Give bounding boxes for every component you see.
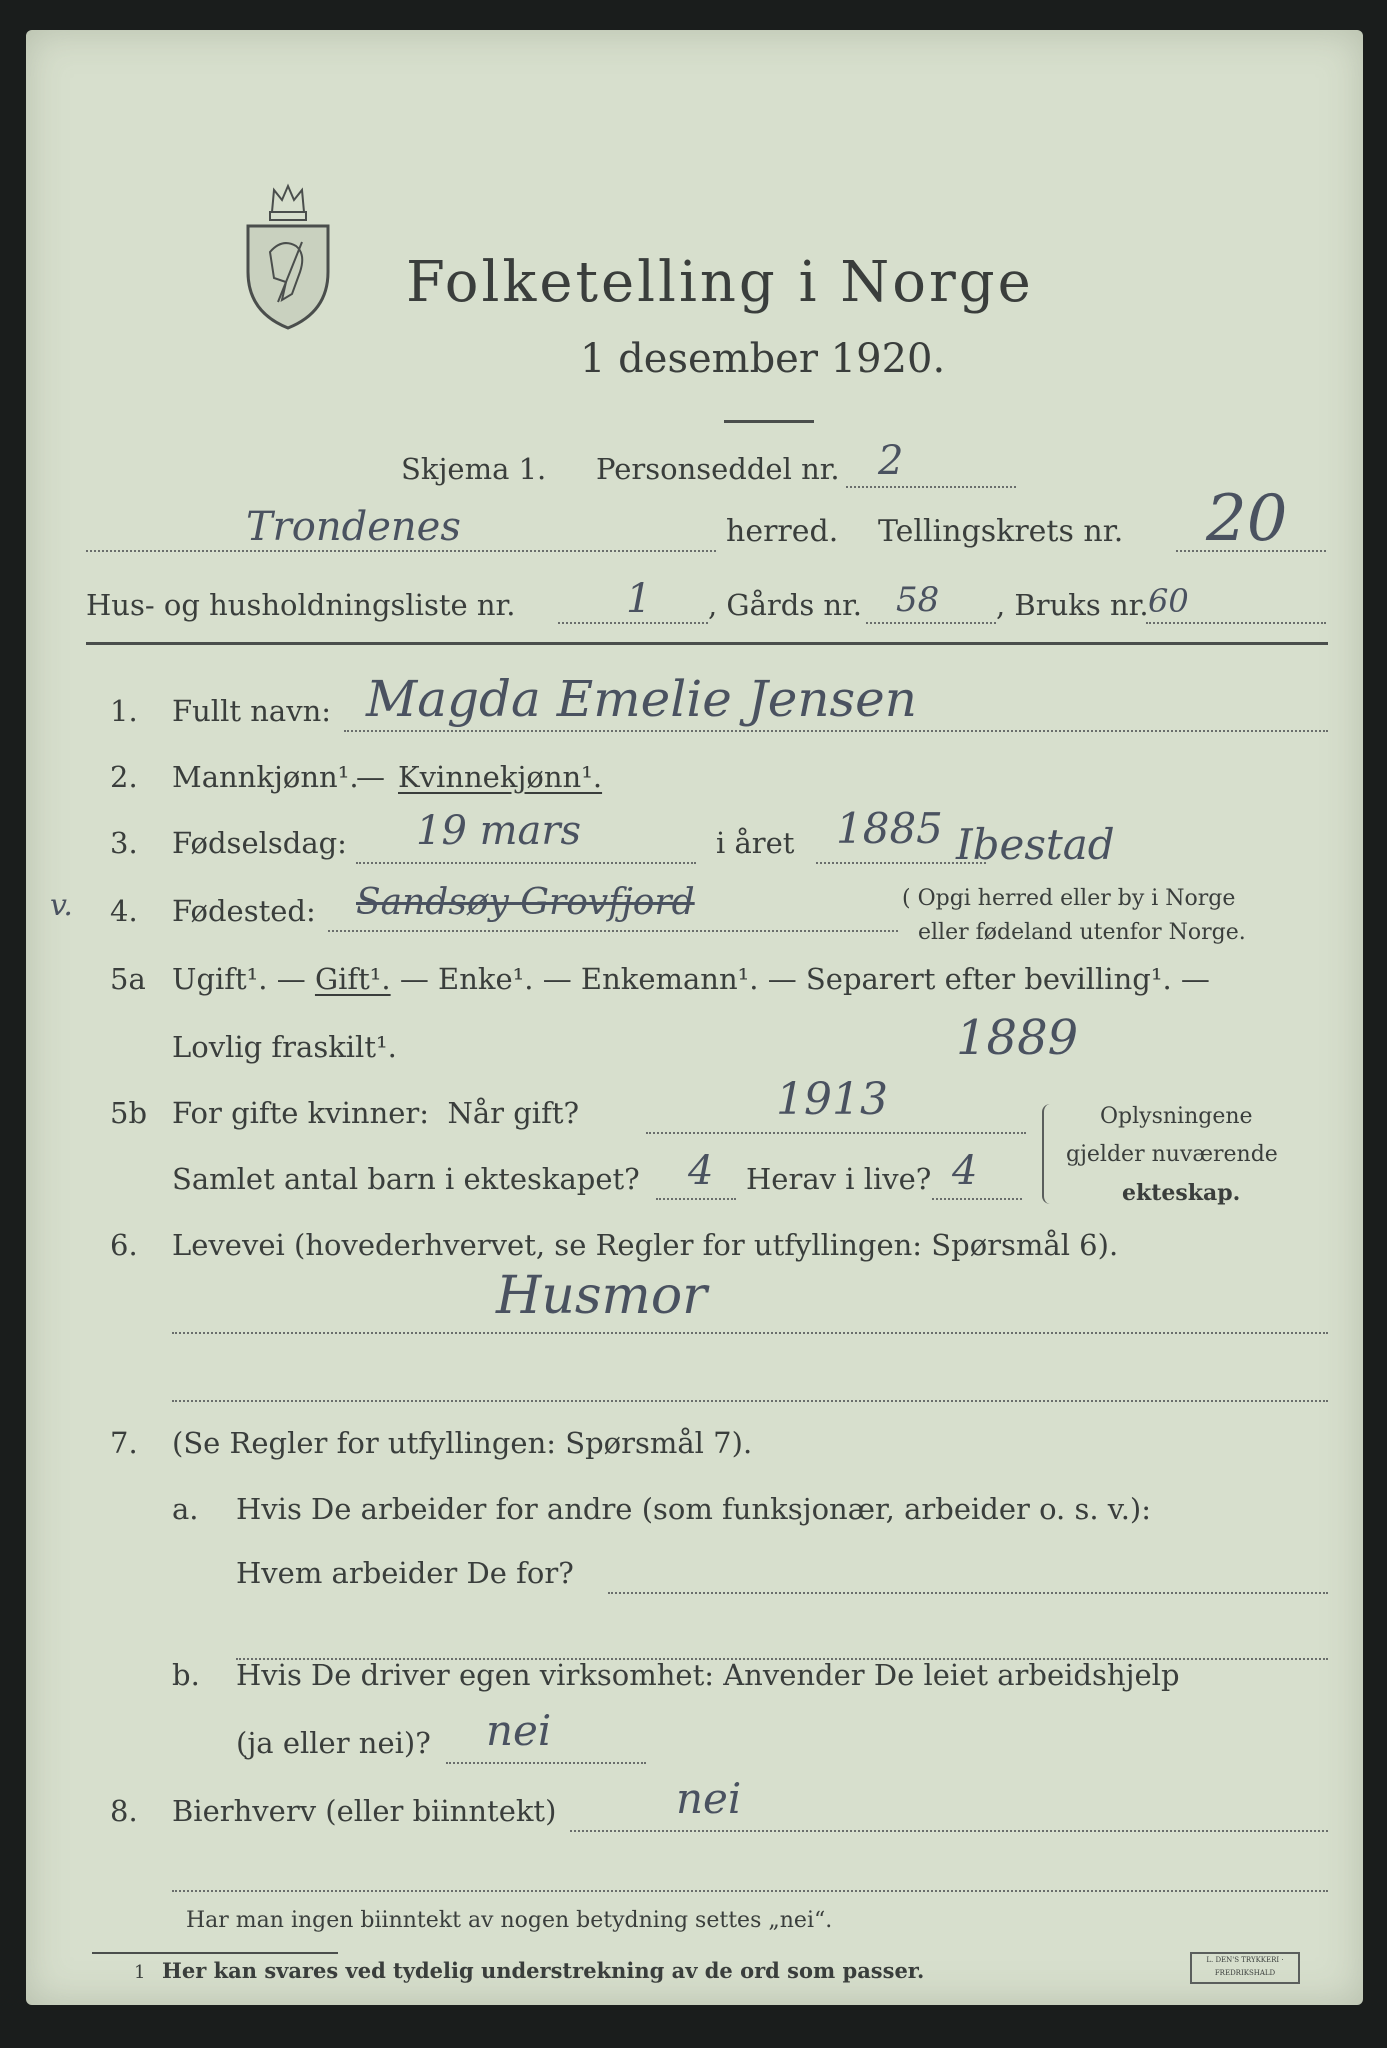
female-option-underlined: Kvinnekjønn¹. (398, 760, 603, 794)
marriage-date-value: 1913 (776, 1074, 888, 1125)
q7b-question: (ja eller nei)? (236, 1726, 431, 1760)
alive-count-value: 4 (952, 1148, 978, 1194)
q7-number: 7. (110, 1426, 138, 1460)
birthplace-hint-2: eller fødeland utenfor Norge. (918, 920, 1246, 945)
birthplace-value-struck: Sandsøy Grovfjord (356, 882, 695, 923)
husliste-value: 1 (626, 576, 652, 622)
hired-help-value: nei (486, 1706, 552, 1755)
side-income-value: nei (676, 1774, 742, 1823)
occupation-value: Husmor (496, 1266, 707, 1326)
form-date: 1 desember 1920. (580, 336, 946, 382)
q7-label: (Se Regler for utfyllingen: Spørsmål 7). (172, 1426, 753, 1460)
q1-label: Fullt navn: (172, 694, 332, 728)
q7a-text: Hvis De arbeider for andre (som funksjonær, arbeider o. s. v.): (236, 1492, 1152, 1526)
q5a-number: 5a (110, 962, 146, 996)
herred-value: Trondenes (246, 504, 461, 550)
title-divider (724, 420, 814, 423)
footer-note: Har man ingen biinntekt av nogen betydning settes „nei“. (186, 1908, 833, 1933)
q2-number: 2. (110, 760, 138, 794)
husliste-label: Hus- og husholdningsliste nr. (86, 588, 516, 622)
birth-date-value: 19 mars (416, 808, 582, 854)
birth-year-value: 1885 (836, 804, 943, 853)
unmarried-option: Ugift¹. — (172, 962, 315, 996)
q3-label: Fødselsdag: (172, 826, 347, 860)
gards-label: , Gårds nr. (708, 588, 862, 622)
bruks-label: , Bruks nr. (996, 588, 1149, 622)
skjema-label: Skjema 1. (401, 452, 547, 486)
birth-place-correction: Ibestad (956, 820, 1115, 869)
q6-number: 6. (110, 1228, 138, 1262)
norway-coat-of-arms-icon (242, 182, 334, 330)
q7b-number: b. (172, 1658, 200, 1692)
footnote-text: Her kan svares ved tydelig understrekning av de ord som passer. (162, 1958, 925, 1983)
gards-value: 58 (896, 580, 940, 620)
alive-label: Herav i live? (746, 1162, 932, 1196)
q2-separator: — (356, 760, 385, 794)
q8-label: Bierhverv (eller biinntekt) (172, 1794, 557, 1828)
form-title: Folketelling i Norge (406, 250, 1034, 315)
q7a-question: Hvem arbeider De for? (236, 1556, 574, 1590)
male-option: Mannkjønn¹. (172, 760, 359, 794)
note-line-2: gjelder nuværende (1066, 1142, 1278, 1167)
full-name-value: Magda Emelie Jensen (366, 670, 917, 728)
divorced-option: Lovlig fraskilt¹. (172, 1030, 397, 1064)
footnote-number: 1 (134, 1962, 146, 1983)
year-label: i året (716, 826, 795, 860)
q6-label: Levevei (hovederhvervet, se Regler for utfyllingen: Spørsmål 6). (172, 1228, 1119, 1262)
q1-number: 1. (110, 694, 138, 728)
married-option-underlined: Gift¹. (314, 962, 391, 996)
tellingskrets-label: Tellingskrets nr. (878, 514, 1124, 549)
q4-label: Fødested: (172, 894, 316, 928)
other-marital-options: — Enke¹. — Enkemann¹. — Separert efter bevilling¹. — (390, 962, 1210, 996)
note-line-1: Oplysningene (1100, 1104, 1253, 1129)
marriage-year-note: 1889 (956, 1010, 1079, 1066)
note-bracket (1042, 1104, 1052, 1204)
note-line-3: ekteskap. (1122, 1180, 1241, 1206)
margin-mark: v. (50, 888, 73, 923)
q5b-label: For gifte kvinner: Når gift? (172, 1096, 580, 1130)
q4-number: 4. (110, 894, 138, 928)
tellingskrets-value: 20 (1206, 482, 1288, 556)
q3-number: 3. (110, 826, 138, 860)
header-rule (86, 642, 1328, 645)
herred-label: herred. (726, 514, 839, 549)
q7a-number: a. (172, 1492, 199, 1526)
children-count-value: 4 (688, 1148, 714, 1194)
children-label: Samlet antal barn i ekteskapet? (172, 1162, 640, 1196)
bruks-value: 60 (1148, 582, 1189, 620)
personseddel-value: 2 (878, 438, 904, 484)
q7b-text: Hvis De driver egen virksomhet: Anvender De leiet arbeidshjelp (236, 1658, 1180, 1692)
personseddel-label: Personseddel nr. (596, 452, 840, 486)
census-form (26, 30, 1363, 2005)
q5b-number: 5b (110, 1096, 148, 1130)
birthplace-hint-1: ( Opgi herred eller by i Norge (902, 886, 1236, 911)
q8-number: 8. (110, 1794, 138, 1828)
marital-status-line (172, 962, 1210, 996)
printer-stamp-text: L. DEN'S TRYKKERI · FREDRIKSHALD (1206, 1956, 1284, 1977)
printer-stamp (1190, 1952, 1300, 1984)
